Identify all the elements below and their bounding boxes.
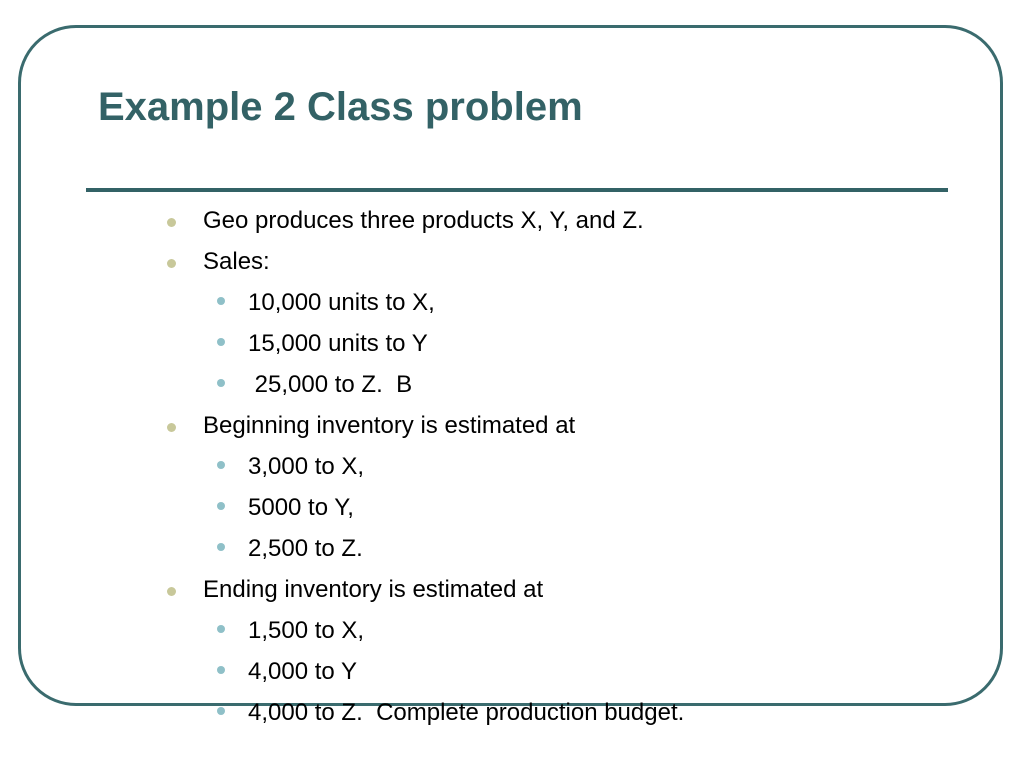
bullet-dot-icon [167,423,176,432]
bullet-item [0,200,1024,241]
sub-bullet-dot-icon [217,502,225,510]
sub-bullet-text: 15,000 units to Y [248,330,428,357]
slide-title: Example 2 Class problem [98,85,583,129]
sub-bullet-text: 2,500 to Z. [248,535,363,562]
sub-bullet-item [0,528,1024,569]
bullet-text: Ending inventory is estimated at [203,576,544,603]
bullet-dot-icon [167,218,176,227]
sub-bullet-dot-icon [217,338,225,346]
sub-bullet-dot-icon [217,543,225,551]
sub-bullet-text: 1,500 to X, [248,617,365,644]
title-divider [86,188,948,192]
sub-bullet-item [0,610,1024,651]
bullet-item [0,405,1024,446]
sub-bullet-item [0,651,1024,692]
bullet-text: Geo produces three products X, Y, and Z. [203,207,644,234]
sub-bullet-item [0,487,1024,528]
bullet-text: Beginning inventory is estimated at [203,412,576,439]
bullet-item [0,569,1024,610]
sub-bullet-dot-icon [217,461,225,469]
sub-bullet-item [0,446,1024,487]
bullet-list [0,200,1024,733]
sub-bullet-text: 10,000 units to X, [248,289,435,316]
bullet-text: Sales: [203,248,270,275]
sub-bullet-item [0,692,1024,733]
sub-bullet-text: 4,000 to Z. Complete production budget. [248,699,685,726]
sub-bullet-dot-icon [217,666,225,674]
sub-bullet-dot-icon [217,707,225,715]
bullet-item [0,241,1024,282]
sub-bullet-text: 5000 to Y, [248,494,354,521]
sub-bullet-text: 4,000 to Y [248,658,357,685]
sub-bullet-dot-icon [217,379,225,387]
sub-bullet-item [0,282,1024,323]
sub-bullet-dot-icon [217,625,225,633]
sub-bullet-text: 3,000 to X, [248,453,365,480]
bullet-dot-icon [167,587,176,596]
sub-bullet-text: 25,000 to Z. B [248,371,413,398]
sub-bullet-item [0,323,1024,364]
bullet-dot-icon [167,259,176,268]
sub-bullet-dot-icon [217,297,225,305]
sub-bullet-item [0,364,1024,405]
